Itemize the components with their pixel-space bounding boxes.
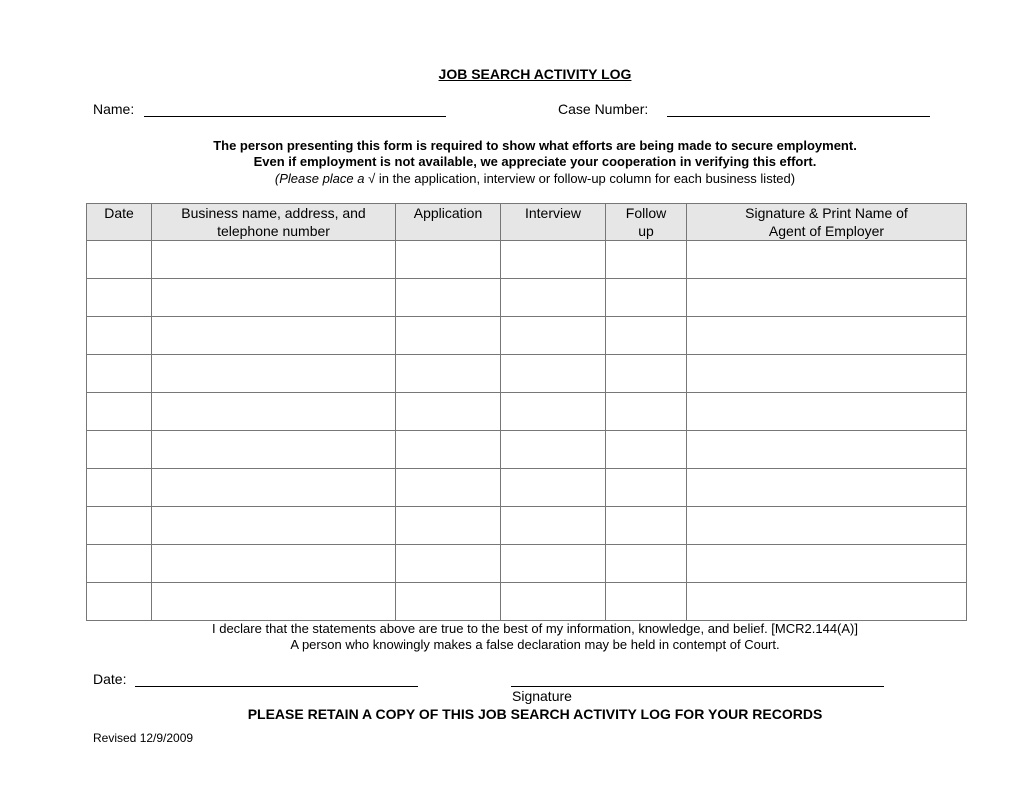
instruction-rest: in the application, interview or follow-up column for each business listed) xyxy=(378,171,796,186)
cell-signature[interactable] xyxy=(687,583,967,621)
check-symbol: √ xyxy=(368,171,376,186)
cell-follow-up[interactable] xyxy=(606,355,687,393)
cell-follow-up[interactable] xyxy=(606,469,687,507)
cell-business[interactable] xyxy=(152,545,396,583)
cell-date[interactable] xyxy=(87,317,152,355)
cell-date[interactable] xyxy=(87,393,152,431)
cell-interview[interactable] xyxy=(501,583,606,621)
cell-date[interactable] xyxy=(87,279,152,317)
table-row xyxy=(87,393,967,431)
table-row xyxy=(87,507,967,545)
table-row xyxy=(87,279,967,317)
name-field[interactable] xyxy=(144,116,446,117)
header-follow-up: Follow up xyxy=(606,204,687,241)
cell-application[interactable] xyxy=(396,355,501,393)
cell-application[interactable] xyxy=(396,317,501,355)
cell-application[interactable] xyxy=(396,393,501,431)
cell-follow-up[interactable] xyxy=(606,583,687,621)
instruction-line-2: Even if employment is not available, we appreciate your cooperation in verifying this effort. xyxy=(253,154,817,169)
cell-application[interactable] xyxy=(396,469,501,507)
date-label: Date: xyxy=(93,671,127,687)
cell-signature[interactable] xyxy=(687,507,967,545)
signature-field[interactable] xyxy=(511,686,884,687)
cell-follow-up[interactable] xyxy=(606,431,687,469)
cell-interview[interactable] xyxy=(501,393,606,431)
cell-signature[interactable] xyxy=(687,545,967,583)
cell-business[interactable] xyxy=(152,393,396,431)
table-row xyxy=(87,469,967,507)
cell-interview[interactable] xyxy=(501,279,606,317)
form-title: JOB SEARCH ACTIVITY LOG xyxy=(438,66,632,82)
cell-follow-up[interactable] xyxy=(606,545,687,583)
cell-signature[interactable] xyxy=(687,241,967,279)
cell-signature[interactable] xyxy=(687,469,967,507)
cell-interview[interactable] xyxy=(501,355,606,393)
cell-date[interactable] xyxy=(87,507,152,545)
cell-interview[interactable] xyxy=(501,317,606,355)
cell-business[interactable] xyxy=(152,241,396,279)
instruction-line-3 xyxy=(0,171,1024,186)
instruction-line-1: The person presenting this form is required to show what efforts are being made to secure employment. xyxy=(213,138,857,153)
cell-signature[interactable] xyxy=(687,355,967,393)
cell-follow-up[interactable] xyxy=(606,279,687,317)
cell-follow-up[interactable] xyxy=(606,241,687,279)
cell-business[interactable] xyxy=(152,583,396,621)
cell-business[interactable] xyxy=(152,431,396,469)
name-label: Name: xyxy=(93,101,135,117)
cell-date[interactable] xyxy=(87,545,152,583)
signature-label: Signature xyxy=(512,688,572,704)
instruction-italic: (Please place a xyxy=(274,171,365,186)
cell-application[interactable] xyxy=(396,279,501,317)
cell-application[interactable] xyxy=(396,583,501,621)
cell-interview[interactable] xyxy=(501,469,606,507)
declaration-line-2: A person who knowingly makes a false declaration may be held in contempt of Court. xyxy=(290,637,780,652)
cell-business[interactable] xyxy=(152,355,396,393)
table-header-row xyxy=(87,204,967,241)
case-number-label: Case Number: xyxy=(558,101,649,117)
table-row xyxy=(87,241,967,279)
cell-business[interactable] xyxy=(152,317,396,355)
table-row xyxy=(87,431,967,469)
cell-business[interactable] xyxy=(152,507,396,545)
case-number-field[interactable] xyxy=(667,116,930,117)
cell-business[interactable] xyxy=(152,279,396,317)
cell-follow-up[interactable] xyxy=(606,393,687,431)
header-interview: Interview xyxy=(501,204,606,241)
cell-date[interactable] xyxy=(87,469,152,507)
declaration-line-1: I declare that the statements above are true to the best of my information, knowledge, and belief. [MCR2.144(A)] xyxy=(211,621,858,636)
table-row xyxy=(87,545,967,583)
cell-application[interactable] xyxy=(396,545,501,583)
date-field[interactable] xyxy=(135,686,418,687)
cell-follow-up[interactable] xyxy=(606,317,687,355)
cell-business[interactable] xyxy=(152,469,396,507)
header-signature: Signature & Print Name of Agent of Employer xyxy=(687,204,967,241)
table-row xyxy=(87,583,967,621)
header-business: Business name, address, and telephone number xyxy=(152,204,396,241)
cell-interview[interactable] xyxy=(501,545,606,583)
cell-interview[interactable] xyxy=(501,507,606,545)
table-row xyxy=(87,355,967,393)
cell-signature[interactable] xyxy=(687,431,967,469)
cell-follow-up[interactable] xyxy=(606,507,687,545)
revised-date: Revised 12/9/2009 xyxy=(93,731,194,745)
table-row xyxy=(87,317,967,355)
cell-date[interactable] xyxy=(87,241,152,279)
cell-signature[interactable] xyxy=(687,279,967,317)
cell-interview[interactable] xyxy=(501,241,606,279)
cell-application[interactable] xyxy=(396,507,501,545)
cell-application[interactable] xyxy=(396,431,501,469)
cell-date[interactable] xyxy=(87,583,152,621)
cell-application[interactable] xyxy=(396,241,501,279)
retain-notice: PLEASE RETAIN A COPY OF THIS JOB SEARCH ACTIVITY LOG FOR YOUR RECORDS xyxy=(247,706,823,722)
cell-date[interactable] xyxy=(87,355,152,393)
activity-log-table xyxy=(86,203,967,621)
cell-signature[interactable] xyxy=(687,317,967,355)
cell-interview[interactable] xyxy=(501,431,606,469)
header-application: Application xyxy=(396,204,501,241)
header-date: Date xyxy=(87,204,152,241)
cell-signature[interactable] xyxy=(687,393,967,431)
cell-date[interactable] xyxy=(87,431,152,469)
